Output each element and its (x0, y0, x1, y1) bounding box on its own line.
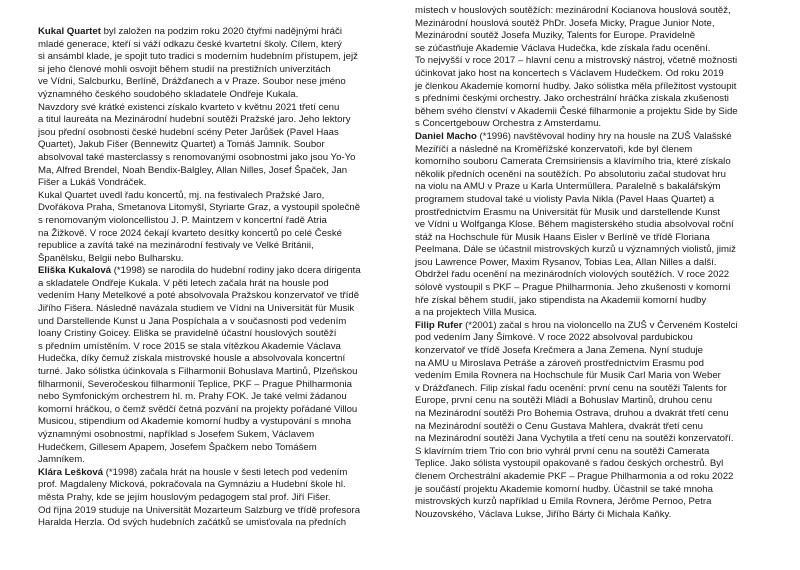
line-text: Jiřího Fišera. Následně navázala studiem ve Vídni na Universität für Musik (38, 303, 355, 315)
line-text: s Concertgebouw Orchestra z Amsterdamu. (415, 118, 602, 130)
line-text: Jamníkem. (38, 454, 85, 466)
text-line (38, 89, 390, 102)
text-line (38, 442, 390, 455)
line-text: komorního souboru Camerata Cremsiriensis a klavírního tria, které získalo (415, 156, 731, 168)
text-line (415, 181, 767, 194)
line-text: (*2001) začal s hrou na violoncello na ZUŠ v Červeném Kostelci (462, 319, 738, 331)
musician-name: Eliška Kukalová (38, 265, 112, 277)
line-text: S klavírním triem Trio con brio vyhrál první cenu na soutěži Camerata (415, 445, 710, 457)
line-text: Fišer a Lukáš Vondráček. (38, 177, 147, 189)
text-line (38, 479, 390, 492)
text-line (38, 76, 390, 89)
line-text: je členkou Akademie komorní hudby. Jako sólistka měla příležitost vystoupit (415, 80, 737, 92)
line-text: ve Vídni, Salcburku, Berlíně, Drážďanech a v Praze. Soubor nese jméno (38, 76, 346, 88)
text-line (38, 290, 390, 303)
text-line (415, 43, 767, 56)
text-line (415, 471, 767, 484)
line-text: se zúčastňuje Akademie Václava Hudečka, kde získala řadu ocenění. (415, 42, 711, 54)
text-line (415, 383, 767, 396)
text-line (38, 416, 390, 429)
right-text-column (415, 5, 767, 521)
text-line (415, 496, 767, 509)
musician-name: Filip Rufer (415, 319, 463, 331)
line-text: během svého členství v Akademii České filharmonie a projektu Side by Side (415, 105, 738, 117)
text-line (38, 492, 390, 505)
line-text: místech v houslových soutěžích: mezinárodní Kocianova houslová soutěž, (415, 5, 731, 16)
line-text: pod vedením Jany Šimkové. V roce 2022 absolvoval pardubickou (415, 332, 693, 344)
text-line (38, 114, 390, 127)
line-text: s renomovaným violoncellistou J. P. Maintzem v koncertní řadě Atria (38, 214, 327, 226)
line-text: stáž na Hochschule für Musik Haans Eisler v Berlíně ve třídě Floriana (415, 231, 710, 243)
line-text: programem studoval také u violisty Pavla Nikla (Pavel Haas Quartet) a (415, 193, 715, 205)
text-line (38, 215, 390, 228)
text-line (415, 81, 767, 94)
text-line (38, 278, 390, 291)
text-line (415, 106, 767, 119)
text-line (415, 5, 767, 18)
text-line (415, 509, 767, 522)
text-line (38, 165, 390, 178)
line-text: und Darstellende Kunst u Jana Pospíchala a v současnosti pod vedením (38, 315, 347, 327)
text-line (415, 131, 767, 144)
musician-name: Daniel Macho (415, 130, 477, 142)
text-line (38, 265, 390, 278)
line-text: Nouzovského, Václava Lukse, Jiřího Bárty či Michala Kaňky. (415, 508, 672, 520)
line-text: republice a zavítá také na mezinárodní festivaly ve Velké Británii, (38, 240, 314, 252)
text-line (415, 408, 767, 421)
text-line (38, 505, 390, 518)
line-text: Kukal Quartet uvedl řadu koncertů, mj. na festivalech Pražské Jaro, (38, 189, 325, 201)
line-text: mistrovských kurzů například u Emila Rovnera, Jérôme Pernoo, Petra (415, 496, 712, 508)
line-text: Peelmana. Dále se účastnil mistrovských kurzů u významných violistů, jimiž (415, 244, 736, 256)
text-line (415, 433, 767, 446)
left-text-column (38, 26, 390, 530)
text-line (415, 282, 767, 295)
text-line (415, 18, 767, 31)
line-text: s předními českými orchestry. Jako orchestrální hráčka získala zkušenosti (415, 93, 729, 105)
line-text: konzervatoř ve třídě Josefa Krečmera a Jana Zemena. Nyní studuje (415, 345, 703, 357)
text-line (415, 295, 767, 308)
line-text: komorní hráčkou, o čemž svědčí četná pozvání na projekty pořádané Villou (38, 403, 358, 415)
text-line (38, 51, 390, 64)
line-text: To nejvyšší v roce 2017 – hlavní cenu a mistrovský nástroj, včetně možnosti (415, 55, 738, 67)
line-text: (*1998) začala hrát na housle v šesti letech pod vedením (103, 466, 348, 478)
line-text: na violu na AMU v Praze u Karla Untermüllera. Paralelně s bakalářským (415, 181, 721, 193)
text-line (415, 219, 767, 232)
line-text: v Drážďanech. Filip získal řadu ocenění: první cenu na soutěži Talents for (415, 382, 727, 394)
text-line (415, 232, 767, 245)
text-line (415, 358, 767, 371)
text-line (38, 202, 390, 215)
line-text: na Mezinárodní soutěži Pro Bohemia Ostrava, druhou a dvakrát třetí cenu (415, 408, 729, 419)
text-line (415, 332, 767, 345)
line-text: na Žižkově. V roce 2024 čekají kvarteto desítky koncertů po celé České (38, 227, 342, 239)
line-text: si jeho členové mohli osvojit během studií na prestižních univerzitách (38, 63, 331, 75)
line-text: Španělsku, Belgii nebo Bulharsku. (38, 252, 184, 264)
text-line (38, 429, 390, 442)
text-line (38, 190, 390, 203)
text-line (38, 102, 390, 115)
text-line (415, 257, 767, 270)
line-text: turné. Jako sólistka účinkovala s Filharmonií Bohuslava Martinů, Plzeňskou (38, 366, 358, 378)
line-text: významnými osobnostmi, například s Josefem Sukem, Václavem (38, 429, 315, 440)
text-line (415, 244, 767, 257)
text-line (38, 391, 390, 404)
text-line (38, 404, 390, 417)
line-text: Ioany Cristiny Goicey. Eliška se pravidelně účastní houslových soutěží (38, 328, 337, 340)
line-text: mladé generace, kteří si váží odkazu české kvartetní školy. Cílem, který (38, 38, 342, 50)
line-text: vedením Emila Rovnera na Hochschule für Musik Carl Maria von Weber (415, 370, 721, 382)
text-line (415, 484, 767, 497)
line-text: Mezinárodní houslová soutěž PhDr. Josefa Micky, Prague Junior Note, (415, 17, 715, 29)
line-text: na Mezinárodní soutěži o Cenu Gustava Mahlera, dvakrát třetí cenu (415, 420, 703, 432)
line-text: Meziříčí a následně na Kroměřížské konzervatoři, kde byl členem (415, 143, 693, 155)
musician-name: Kukal Quartet (38, 26, 101, 37)
text-line (415, 30, 767, 43)
line-text: Mezinárodní soutěž Josefa Muziky, Talents for Europe. Pravidelně (415, 30, 696, 42)
line-text: několik předních ocenění na soutěžích. Po absolutoriu začal studovat hru (415, 168, 726, 180)
line-text: je součástí projektu Akademie komorní hudby. Účastnil se také mnoha (415, 483, 713, 495)
text-line (415, 345, 767, 358)
text-line (38, 379, 390, 392)
line-text: hře získal během studií, jako stipendista na Akademii komorní hudby (415, 294, 707, 306)
text-line (415, 446, 767, 459)
line-text: a titul laureáta na Mezinárodní hudební soutěži Pražské jaro. Jeho lektory (38, 114, 351, 126)
text-line (415, 93, 767, 106)
text-line (38, 26, 390, 39)
text-line (38, 139, 390, 152)
line-text: si ansámbl klade, je spojit tuto tradici s moderním hudebním přístupem, jejž (38, 51, 358, 63)
line-text: Europe, první cenu na soutěži Mládí a Bohuslav Martinů, druhou cenu (415, 395, 713, 407)
line-text: prostřednictvím Erasmu na Universität für Musik und darstellende Kunst (415, 206, 720, 218)
line-text: významného českého soudobého skladatele Ondřeje Kukala. (38, 88, 299, 100)
line-text: sólově vystoupil s PKF – Prague Philharmonia. Jeho zkušenosti v komorní (415, 282, 731, 294)
line-text: účinkovat jako host na koncertech s Václavem Hudečkem. Od roku 2019 (415, 67, 724, 79)
text-line (415, 421, 767, 434)
line-text: Musicou, stipendium od Akademie komorní hudby a vystupování s mnoha (38, 416, 352, 428)
text-line (38, 353, 390, 366)
text-line (38, 316, 390, 329)
text-line (38, 253, 390, 266)
text-line (38, 328, 390, 341)
text-line (38, 177, 390, 190)
line-text: byl založen na podzim roku 2020 čtyřmi nadějnými hráči (100, 26, 342, 37)
line-text: Dvořákova Praha, Smetanova Litomyšl, Styriarte Graz, a vystoupil společně (38, 202, 361, 214)
text-line (415, 370, 767, 383)
line-text: a na projektech Villa Musica. (415, 307, 537, 319)
text-line (38, 64, 390, 77)
text-line (38, 303, 390, 316)
line-text: vedením Hany Metelkové a poté absolvovala Pražskou konzervatoř ve třídě (38, 290, 360, 302)
text-line (38, 240, 390, 253)
line-text: (*1996) navštěvoval hodiny hry na housle na ZUŠ Valašské (476, 130, 732, 142)
text-line (415, 55, 767, 68)
line-text: města Prahy, kde se jejím houslovým pedagogem stal prof. Jiří Fišer. (38, 491, 331, 503)
text-line (415, 68, 767, 81)
line-text: s předním umístěním. V roce 2015 se stala vítězkou Akademie Václava (38, 340, 341, 352)
text-line (38, 152, 390, 165)
line-text: členem Orchestrální akademie PKF – Prague Philharmonia a od roku 2022 (415, 470, 734, 482)
text-line (415, 458, 767, 471)
line-text: prof. Magdaleny Micková, pokračovala na Gymnáziu a Hudební škole hl. (38, 479, 346, 491)
text-line (38, 517, 390, 530)
line-text: na Mezinárodní soutěži Jana Vychytila a třetí cenu na soutěži konzervatoří. (415, 433, 734, 445)
text-line (415, 320, 767, 333)
line-text: Teplice. Jako sólista vystoupil opakovaně s řadou českých orchestrů. Byl (415, 458, 724, 470)
line-text: absolvoval také masterclassy s renomovanými osobnostmi jako jsou Yo-Yo (38, 151, 356, 163)
line-text: Ma, Alfred Brendel, Noah Bendix-Balgley, Allan Nilles, Josef Špaček, Jan (38, 164, 348, 176)
line-text: (*1998) se narodila do hudební rodiny jako dcera dirigenta (111, 265, 361, 277)
text-line (38, 467, 390, 480)
text-line (415, 194, 767, 207)
text-line (38, 228, 390, 241)
text-line (415, 144, 767, 157)
musician-name: Klára Lešková (38, 466, 104, 478)
text-line (38, 366, 390, 379)
line-text: Obdržel řadu ocenění na mezinárodních violových soutěžích. V roce 2022 (415, 269, 730, 281)
line-text: na AMU u Miroslava Petráše a zároveň prostřednictvím Erasmu pod (415, 357, 705, 369)
line-text: Od října 2019 studuje na Universität Mozarteum Salzburg ve třídě profesora (38, 504, 361, 516)
line-text: nebo Symfonickým orchestrem hl. m. Prahy FOK. Je také velmi žádanou (38, 391, 347, 403)
line-text: Haralda Herzla. Od svých hudebních začátků se umisťovala na předních (38, 517, 347, 529)
text-line (415, 156, 767, 169)
line-text: ve Vídni u Wolfganga Klose. Během magisterského studia absolvoval roční (415, 219, 734, 231)
text-line (415, 307, 767, 320)
text-line (415, 118, 767, 131)
line-text: jsou Lawrence Power, Maxim Rysanov, Tobias Lea, Allan Nilles a další. (415, 256, 717, 268)
line-text: jsou přední osobnosti české hudební scény Peter Jarůšek (Pavel Haas (38, 126, 339, 138)
text-line (38, 39, 390, 52)
line-text: Hudečka, díky čemuž získala mistrovské housle a absolvovala koncertní (38, 353, 346, 365)
line-text: Navzdory své krátké existenci získalo kvarteto v květnu 2021 třetí cenu (38, 101, 340, 113)
text-line (415, 269, 767, 282)
text-line (38, 341, 390, 354)
line-text: Quartet), Jakub Fišer (Bennewitz Quartet) a Tomáš Jamník. Soubor (38, 139, 325, 151)
text-line (415, 395, 767, 408)
text-line (38, 127, 390, 140)
text-line (415, 169, 767, 182)
line-text: filharmonií, Severočeskou filharmonií Teplice, PKF – Prague Philharmonia (38, 378, 352, 390)
line-text: Hudečkem, Gillesem Apapem, Josefem Špačkem nebo Tomášem (38, 441, 317, 453)
text-line (38, 454, 390, 467)
line-text: a skladatele Ondřeje Kukala. V pěti letech začala hrát na housle pod (38, 277, 329, 289)
text-line (415, 207, 767, 220)
